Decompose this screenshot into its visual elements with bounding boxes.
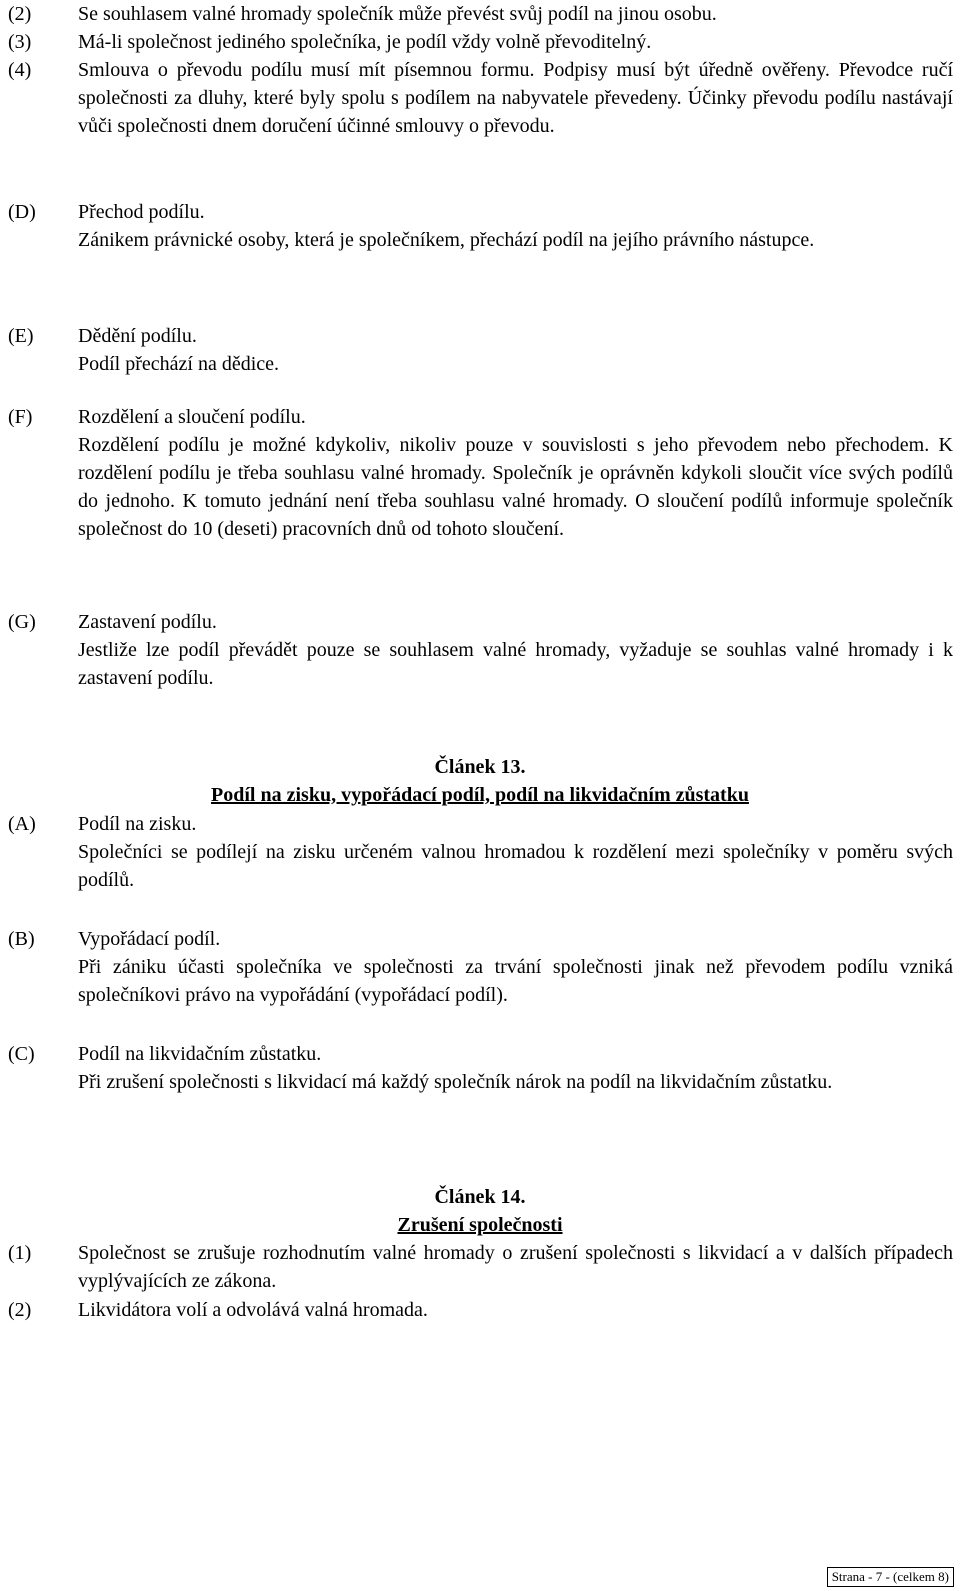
- clause-text: Zánikem právnické osoby, která je společníkem, přechází podíl na jejího právního nástupce.: [78, 229, 815, 251]
- clause-number: (2): [8, 1299, 32, 1321]
- clause-4: [8, 56, 953, 140]
- clause-number: (1): [8, 1242, 32, 1264]
- clause-title: Dědění podílu.: [78, 325, 197, 347]
- clause-3: [8, 28, 953, 56]
- article-13-heading: [0, 753, 960, 809]
- clause-text: Při zrušení společnosti s likvidací má každý společník nárok na podíl na likvidačním zůstatku.: [78, 1071, 833, 1093]
- clause-text: Smlouva o převodu podílu musí mít písemnou formu. Podpisy musí být úředně ověřeny. Převodce ručí společnosti za dluhy, které byly spolu s podílem na nabyvatele převedeny. Účinky převodu podílu nastávají vůči společnosti dnem doručení účinné smlouvy o převodu.: [78, 59, 953, 137]
- clause-14-1: [8, 1239, 953, 1295]
- clause-number: (C): [8, 1043, 35, 1065]
- clause-text: Společnost se zrušuje rozhodnutím valné hromady o zrušení společnosti s likvidací a v dalších případech vyplývajících ze zákona.: [78, 1242, 953, 1292]
- clause-a: [8, 810, 953, 894]
- clause-number: (D): [8, 201, 36, 223]
- clause-number: (3): [8, 31, 32, 53]
- clause-title: Zastavení podílu.: [78, 611, 217, 633]
- clause-f: [8, 403, 953, 543]
- clause-number: (4): [8, 59, 32, 81]
- clause-text: Jestliže lze podíl převádět pouze se souhlasem valné hromady, vyžaduje se souhlas valné hromady i k zastavení podílu.: [78, 639, 953, 689]
- clause-title: Rozdělení a sloučení podílu.: [78, 406, 306, 428]
- page-number: Strana - 7 - (celkem 8): [827, 1567, 954, 1587]
- clause-title: Podíl na likvidačním zůstatku.: [78, 1043, 322, 1065]
- clause-text: Podíl přechází na dědice.: [78, 353, 280, 375]
- clause-text: Má-li společnost jediného společníka, je podíl vždy volně převoditelný.: [78, 31, 652, 53]
- clause-e: [8, 322, 953, 378]
- clause-14-2: [8, 1296, 953, 1324]
- clause-text: Rozdělení podílu je možné kdykoliv, nikoliv pouze v souvislosti s jeho převodem nebo přechodem. K rozdělení podílu je třeba souhlasu valné hromady. Společník je oprávněn kdykoli sloučit více svých podílů do jednoho. K tomuto jednání není třeba souhlasu valné hromady. O sloučení podílů informuje společník společnost do 10 (deseti) pracovních dnů od tohoto sloučení.: [78, 434, 953, 540]
- clause-title: Přechod podílu.: [78, 201, 205, 223]
- article-subtitle: Podíl na zisku, vypořádací podíl, podíl na likvidačním zůstatku: [211, 784, 749, 806]
- clause-text: Společníci se podílejí na zisku určeném valnou hromadou k rozdělení mezi společníky v poměru svých podílů.: [78, 841, 953, 891]
- clause-text: Se souhlasem valné hromady společník může převést svůj podíl na jinou osobu.: [78, 3, 717, 25]
- clause-number: (G): [8, 611, 36, 633]
- clause-number: (A): [8, 813, 36, 835]
- clause-number: (2): [8, 3, 32, 25]
- article-title: Článek 14.: [434, 1186, 526, 1208]
- article-title: Článek 13.: [434, 756, 526, 778]
- clause-number: (B): [8, 928, 35, 950]
- clause-text: Likvidátora volí a odvolává valná hromada.: [78, 1299, 428, 1321]
- article-14-heading: [0, 1183, 960, 1239]
- clause-b: [8, 925, 953, 1009]
- clause-number: (F): [8, 406, 33, 428]
- clause-text: Při zániku účasti společníka ve společnosti za trvání společnosti jinak než převodem podílu vzniká společníkovi právo na vypořádání (vypořádací podíl).: [78, 956, 953, 1006]
- clause-title: Vypořádací podíl.: [78, 928, 221, 950]
- clause-g: [8, 608, 953, 692]
- clause-d: [8, 198, 953, 254]
- clause-c: [8, 1040, 953, 1096]
- clause-number: (E): [8, 325, 34, 347]
- article-subtitle: Zrušení společnosti: [397, 1214, 563, 1236]
- clause-title: Podíl na zisku.: [78, 813, 197, 835]
- clause-2: [8, 0, 953, 28]
